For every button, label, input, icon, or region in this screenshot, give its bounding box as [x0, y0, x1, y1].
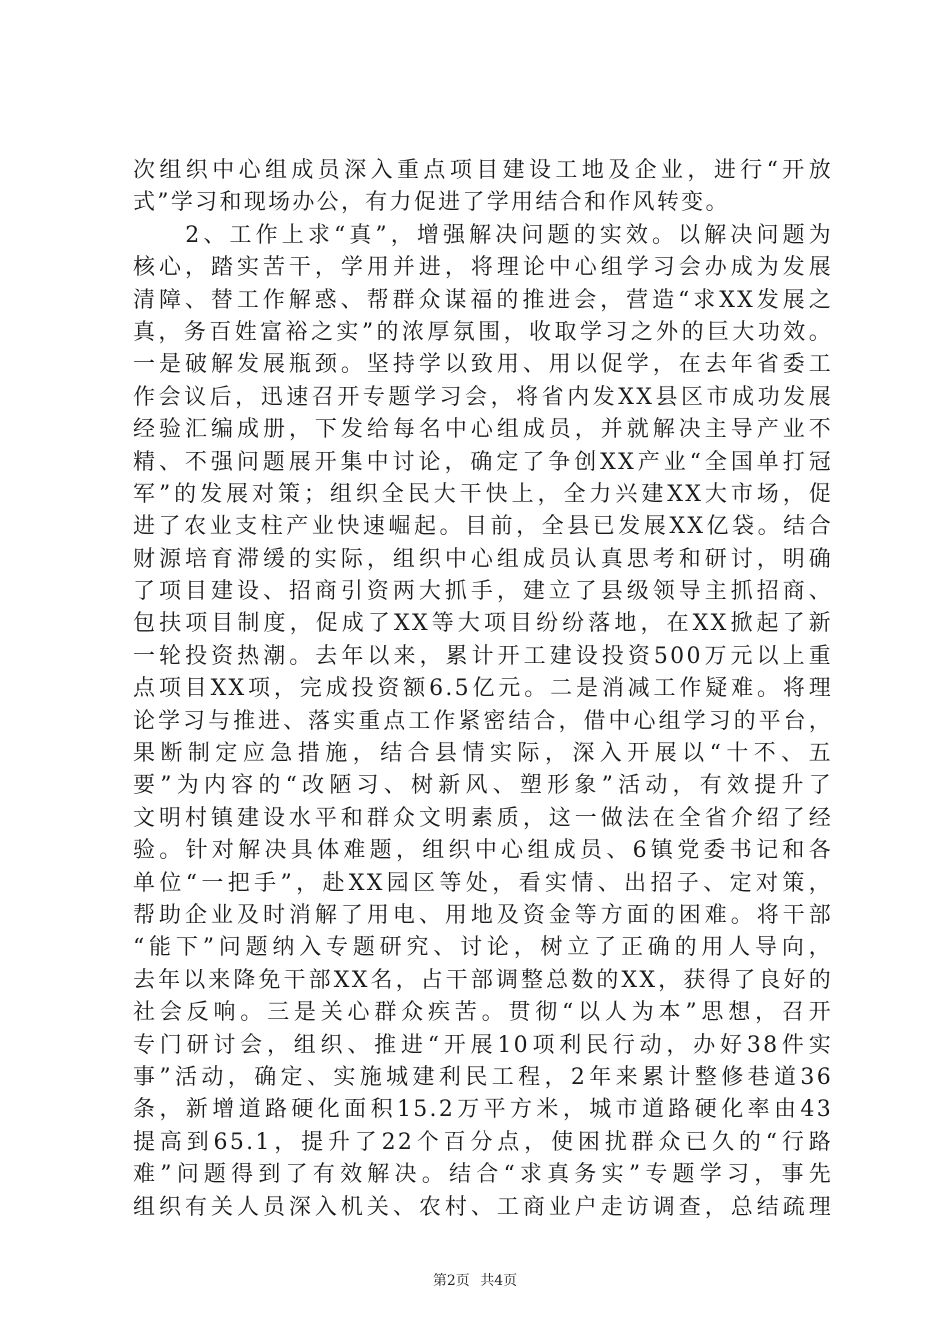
text-line: 一轮投资热潮。去年以来，累计开工建设投资500万元以上重: [133, 643, 833, 669]
text-line: 验。针对解决具体难题，组织中心组成员、6镇党委书记和各: [133, 838, 833, 864]
text-line: 要”为内容的“改陋习、树新风、塑形象”活动，有效提升了: [133, 773, 833, 799]
text-line: 论学习与推进、落实重点工作紧密结合，借中心组学习的平台，: [133, 708, 833, 734]
text-line: 次组织中心组成员深入重点项目建设工地及企业，进行“开放: [133, 158, 833, 183]
text-line: 进了农业支柱产业快速崛起。目前，全县已发展XX亿袋。结合: [133, 514, 833, 540]
text-line: 作会议后，迅速召开专题学习会，将省内发XX县区市成功发展: [133, 384, 833, 410]
text-line: 专门研讨会，组织、推进“开展10项利民行动，办好38件实: [133, 1032, 833, 1058]
text-line: 社会反响。三是关心群众疾苦。贯彻“以人为本”思想，召开: [133, 1000, 833, 1026]
text-line: 军”的发展对策；组织全民大干快上，全力兴建XX大市场，促: [133, 481, 833, 507]
text-line: 一是破解发展瓶颈。坚持学以致用、用以促学，在去年省委工: [133, 352, 833, 378]
page-total: 共4页: [480, 1273, 518, 1289]
text-line: 提高到65.1，提升了22个百分点，使困扰群众已久的“行路: [133, 1129, 833, 1155]
text-line: 果断制定应急措施，结合县情实际，深入开展以“十不、五: [133, 741, 833, 767]
text-line: 2、工作上求“真”，增强解决问题的实效。以解决问题为: [133, 222, 833, 248]
text-line: 文明村镇建设水平和群众文明素质，这一做法在全省介绍了经: [133, 805, 833, 831]
text-line: 式”学习和现场办公，有力促进了学用结合和作风转变。: [133, 190, 730, 216]
text-line: 组织有关人员深入机关、农村、工商业户走访调查，总结疏理: [133, 1194, 833, 1220]
page-number: 第2页: [432, 1273, 470, 1289]
document-body: [133, 155, 833, 1224]
text-line: “能下”问题纳入专题研究、讨论，树立了正确的用人导向，: [133, 935, 833, 961]
text-line: 精、不强问题展开集中讨论，确定了争创XX产业“全国单打冠: [133, 449, 833, 475]
text-line: 事”活动，确定、实施城建利民工程，2年来累计整修巷道36: [133, 1064, 833, 1090]
text-line: 经验汇编成册，下发给每名中心组成员，并就解决主导产业不: [133, 417, 833, 443]
text-line: 难”问题得到了有效解决。结合“求真务实”专题学习，事先: [133, 1162, 833, 1188]
text-line: 条，新增道路硬化面积15.2万平方米，城市道路硬化率由43: [133, 1097, 833, 1123]
page-footer: [0, 1271, 950, 1291]
text-line: 了项目建设、招商引资两大抓手，建立了县级领导主抓招商、: [133, 579, 833, 605]
text-line: 包扶项目制度，促成了XX等大项目纷纷落地，在XX掀起了新: [133, 611, 833, 637]
text-line: 单位“一把手”，赴XX园区等处，看实情、出招子、定对策，: [133, 870, 833, 896]
text-line: 帮助企业及时消解了用电、用地及资金等方面的困难。将干部: [133, 902, 833, 928]
text-line: 去年以来降免干部XX名，占干部调整总数的XX，获得了良好的: [133, 967, 833, 993]
text-line: 财源培育滞缓的实际，组织中心组成员认真思考和研讨，明确: [133, 546, 833, 572]
text-line: 核心，踏实苦干，学用并进，将理论中心组学习会办成为发展: [133, 255, 833, 281]
text-line: 真，务百姓富裕之实”的浓厚氛围，收取学习之外的巨大功效。: [133, 319, 833, 345]
text-line: 点项目XX项，完成投资额6.5亿元。二是消减工作疑难。将理: [133, 676, 833, 702]
text-line: 清障、替工作解惑、帮群众谋福的推进会，营造“求XX发展之: [133, 287, 833, 313]
